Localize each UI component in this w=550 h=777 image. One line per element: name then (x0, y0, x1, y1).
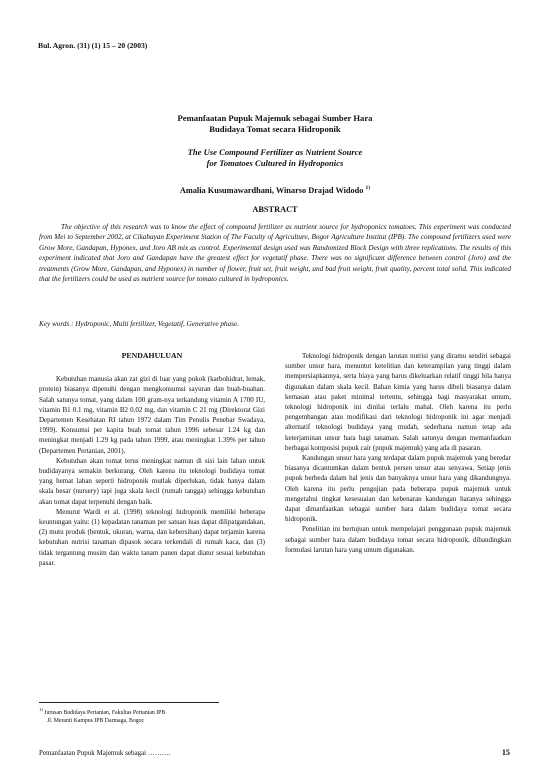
running-title: Pemanfaatan Pupuk Majemuk sebagai ………. (39, 749, 171, 757)
title-english (60, 147, 490, 169)
footnote-line-1 (39, 706, 165, 717)
body-paragraph: Kandungan unsur hara yang terdapat dalam pupuk majemuk yang beredar biasanya dicantumkan dalam bentuk persen unsur atau senyawa. Setiap jenis pupuk berbeda dalam hal jenis dan banyaknya unsur hara yang dikandungnya. Oleh karena itu perlu pengujian pada beberapa pupuk majemuk untuk mengetahui tingkat kesesuaian dan kebenaran kandungan haranya sehingga dapat dimanfaatkan sebagai sumber hara dalam budidaya tomat secara hidroponik. (285, 454, 511, 524)
body-paragraph: Kebutuhan manusia akan zat gizi di luar yang pokok (karbohidrat, lemak, protein) biasanya dipenuhi dengan mengkonsumsi sayuran dan buah-buahan. Salah satunya tomat, yang dalam 100 gram-nya terkandung vitamin A 1700 IU, vitamin B1 0.1 mg, vitamin B2 0.02 mg, dan vitamin C 21 mg (Direktorat Gizi Departemen Kesehatan RI tahun 1972 dalam Tim Penulis Penebar Swadaya, 1999). Konsumsi per kapita buah tomat tahun 1996 sebesar 1.24 kg dan meningkat menjadi 1.29 kg pada tahun 1999, atau meningkat 1.39% per tahun (Departemen Pertanian, 2001). (39, 375, 265, 455)
body-paragraph: Penelitian ini bertujuan untuk mempelajari penggunaan pupuk majemuk sebagai sumber hara dalam budidaya tomat secara hidroponik, dibandingkan formulasi larutan hara yang umum digunakan. (285, 525, 511, 554)
footnote-mark: 1) (39, 707, 43, 712)
keywords: Key words : Hydroponic, Multi fertilizer, Vegetatif, Generative phase. (39, 320, 239, 328)
section-heading: PENDAHULUAN (121, 351, 183, 360)
author-list (60, 185, 490, 195)
journal-citation: Bul. Agron. (31) (1) 15 – 20 (2003) (38, 41, 148, 50)
abstract-text: The objective of this research was to know the effect of compound fertilizer as nutrient source for hydroponics tomatoes. This experiment was conducted from Mei to September 2002, at Cikabayan Experiment Station of The Faculty of Agriculture, Bogor Agriculture Institut (IPB). The compound fertilizers used were Grow More, Gandapan, Hyponex, and Joro AB mix as control. Experimental design used was Randomized Block Design with three replications. The results of this experiment indicated that Joro and Gandapan have the greatest effect for vegetatif phase. There was no significant difference between control (Joro) and the treatments (Grow More, Gandapan, and Hyponex) in number of flower, fruit set, fruit weight, and bad fruit weight, fruit quality, percent total solid. This indicated that the fertilizers could be used as nutrient source for tomato cultured in hydroponics. (39, 223, 511, 284)
footnote-affiliation: Jurusan Budidaya Pertanian, Fakultas Pertanian IPB (44, 709, 166, 716)
footnote-divider (39, 702, 219, 703)
author-names: Amalia Kusumawardhani, Winarso Drajad Widodo (179, 185, 364, 195)
footnote (39, 706, 165, 725)
body-paragraph: Menurut Wardi et al. (1998) teknologi hidroponik memiliki beberapa keuntungan yaitu: (1) kepadatan tanaman per satuan luas dapat dilipatgandakan, (2) mutu produk (bentuk, ukuran, warna, dan kebersihan) dapat terjamin karena kebutuhan nutrisi tanaman dipasok secara terkendali di rumah kaca, dan (3) tidak tergantung musim dan waktu tanam panen dapat diatur sesuai kebutuhan pasar. (39, 507, 265, 567)
footnote-line-2: Jl. Meranti Kampus IPB Darmaga, Bogor. (47, 717, 145, 724)
title-indonesian (60, 113, 490, 135)
title-block (60, 113, 490, 195)
title-english-line-2: for Tomatoes Cultured in Hydroponics (206, 158, 344, 168)
title-indonesian-line-1: Pemanfaatan Pupuk Majemuk sebagai Sumber Hara (177, 113, 373, 123)
body-paragraph: Teknologi hidroponik dengan larutan nutrisi yang diramu sendiri sebagai sumber unsur hara, menuntut ketelitian dan keterampilan yang tinggi dalam mempersiapkannya, serta biaya yang harus dikeluarkan relatif tinggi bila hanya digunakan dalam skala kecil. Bahan kimia yang harus dibeli biasanya dalam kemasan atau paket minimal tertentu, sehingga bagi masyarakat umum, teknologi hidroponik ini dinilai terlalu mahal. Oleh karena itu perlu pengembangan atau modifikasi dari teknologi hidroponik ini agar menjadi alternatif teknologi budidaya yang mudah, sederhana namun tetap ada keterjaminan unsur hara bagi tanaman. Salah satunya dengan memanfaatkan berbagai komposisi pupuk cair (pupuk majemuk) yang ada di pasaran. (285, 352, 511, 452)
title-indonesian-line-2: Budidaya Tomat secara Hidroponik (209, 124, 341, 134)
title-english-line-1: The Use Compound Fertilizer as Nutrient Source (187, 147, 363, 157)
author-affiliation-mark: 1) (365, 185, 371, 191)
body-column-right (285, 351, 511, 555)
body-column-left (39, 351, 265, 568)
abstract-heading: ABSTRACT (252, 205, 298, 214)
page-number: 15 (501, 748, 510, 757)
body-paragraph: Kebutuhan akan tomat terus meningkat namun di sisi lain lahan untuk budidayanya semakin berkurang. Oleh karena itu teknologi budidaya tomat yang hemat lahan seperti hidroponik mutlak diperlukan, tidak hanya dalam skala besar (nursery) tapi juga skala kecil (rumah tangga) sehingga kebutuhan akan tomat dapat terpenuhi dengan baik. (39, 456, 265, 506)
